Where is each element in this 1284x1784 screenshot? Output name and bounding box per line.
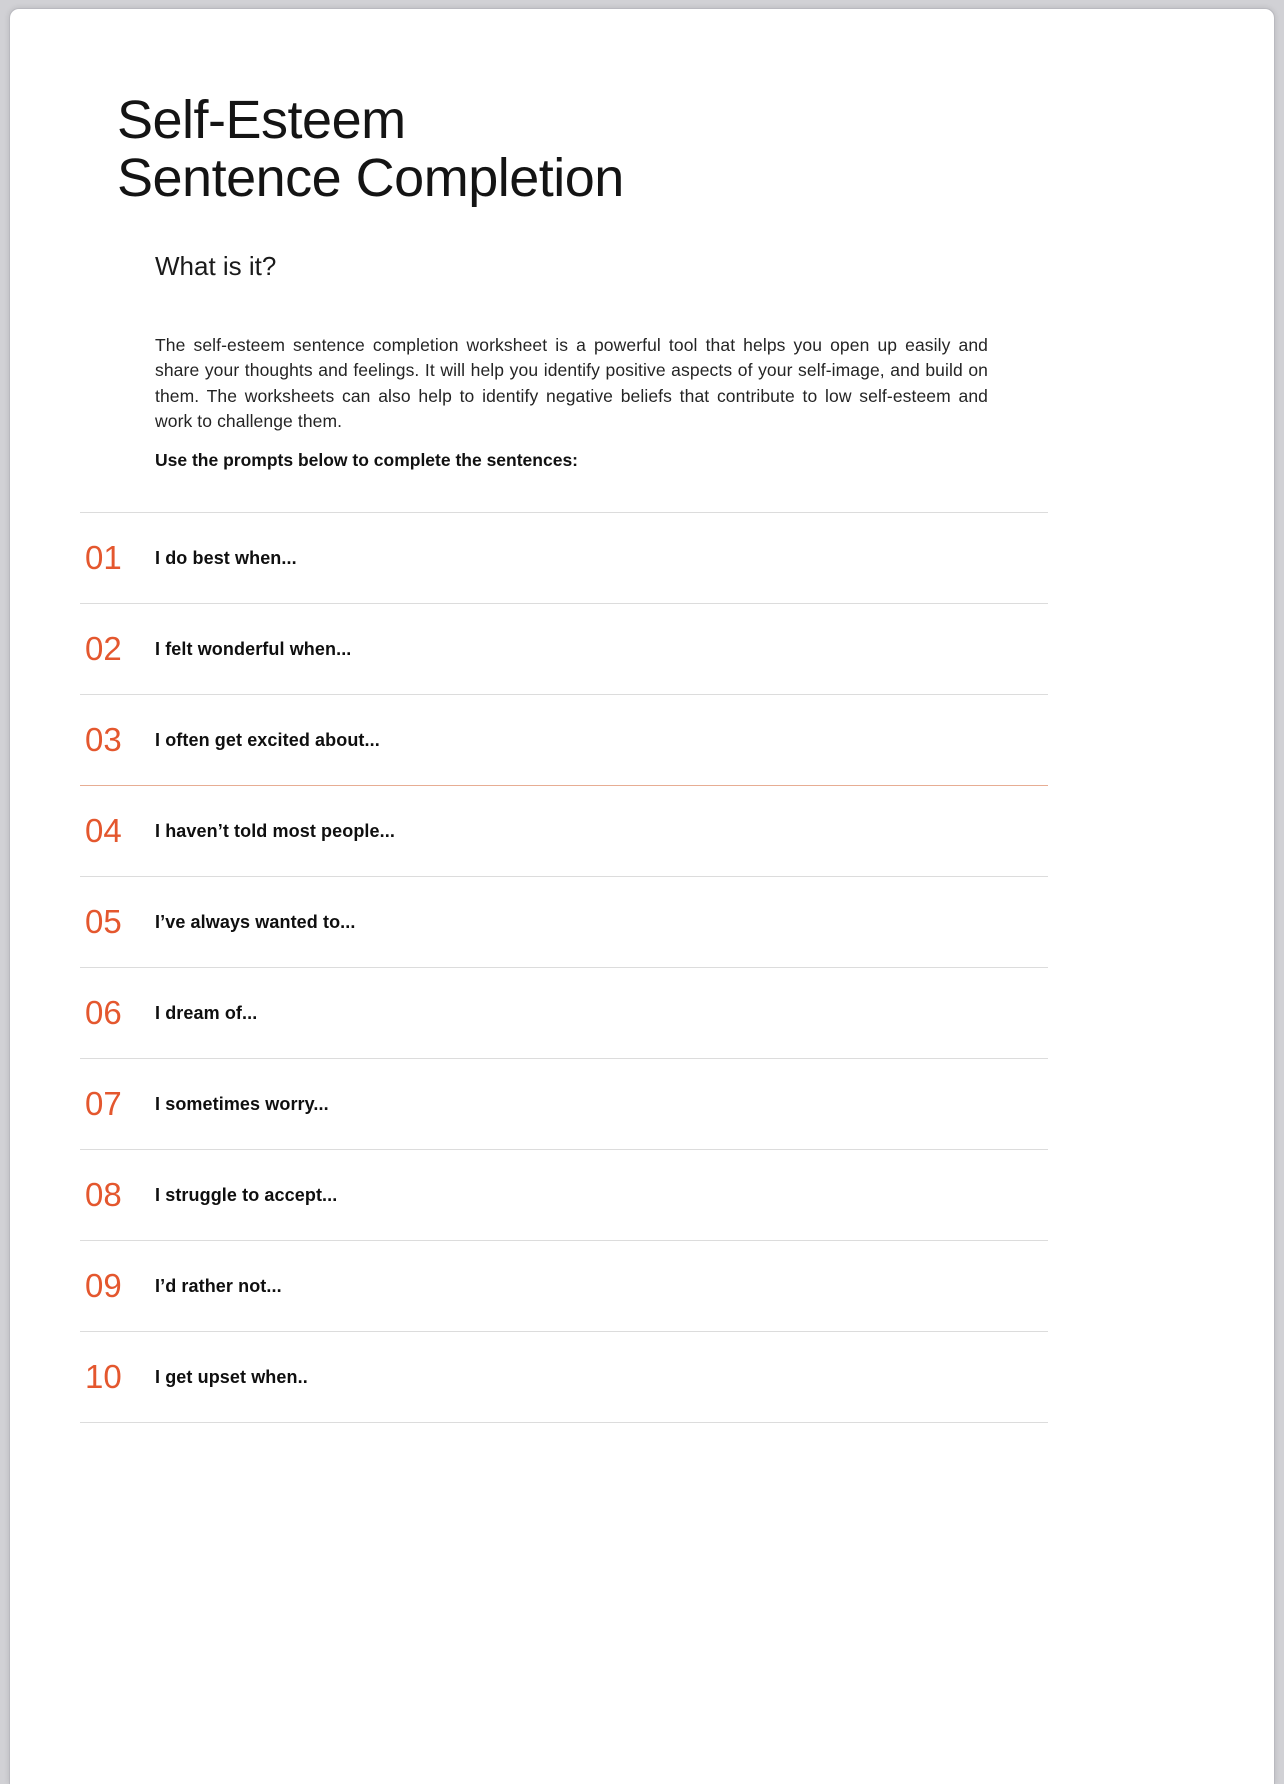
prompt-number: 09 bbox=[85, 1267, 122, 1304]
prompt-number: 03 bbox=[85, 721, 122, 758]
prompt-number: 06 bbox=[85, 994, 122, 1031]
prompt-number: 10 bbox=[85, 1358, 122, 1395]
prompt-text: I do best when... bbox=[155, 547, 297, 568]
prompt-text: I’d rather not... bbox=[155, 1275, 282, 1296]
prompt-number: 08 bbox=[85, 1176, 122, 1213]
prompt-text: I dream of... bbox=[155, 1002, 258, 1023]
prompt-text: I haven’t told most people... bbox=[155, 820, 395, 841]
prompt-row bbox=[80, 1331, 1048, 1422]
prompt-row bbox=[80, 512, 1048, 603]
prompt-text: I sometimes worry... bbox=[155, 1093, 329, 1114]
prompt-row bbox=[80, 694, 1048, 785]
page-title bbox=[117, 91, 624, 207]
prompt-row bbox=[80, 1240, 1048, 1331]
prompt-row bbox=[80, 967, 1048, 1058]
prompt-number: 01 bbox=[85, 539, 122, 576]
prompt-row bbox=[80, 1149, 1048, 1240]
prompt-number: 07 bbox=[85, 1085, 122, 1122]
page-title-line-2: Sentence Completion bbox=[117, 148, 624, 208]
prompt-row bbox=[80, 1058, 1048, 1149]
instruction-text: Use the prompts below to complete the sentences: bbox=[155, 450, 578, 470]
prompt-number: 04 bbox=[85, 812, 122, 849]
prompt-number: 02 bbox=[85, 630, 122, 667]
prompt-row bbox=[80, 785, 1048, 876]
worksheet-page bbox=[9, 8, 1275, 1784]
prompt-row bbox=[80, 876, 1048, 967]
prompt-text: I often get excited about... bbox=[155, 729, 380, 750]
section-description: The self-esteem sentence completion worksheet is a powerful tool that helps you open up easily and share your thoughts and feelings. It will help you identify positive aspects of your self-image, and build on them. The worksheets can also help to identify negative beliefs that contribute to low self-esteem and work to challenge them. bbox=[155, 334, 988, 431]
prompt-text: I’ve always wanted to... bbox=[155, 911, 356, 932]
prompt-number: 05 bbox=[85, 903, 122, 940]
prompt-text: I get upset when.. bbox=[155, 1366, 308, 1387]
page-title-line-1: Self-Esteem bbox=[117, 90, 406, 150]
prompt-row bbox=[80, 603, 1048, 694]
prompt-text: I struggle to accept... bbox=[155, 1184, 338, 1205]
prompt-list bbox=[80, 512, 1048, 1423]
prompt-text: I felt wonderful when... bbox=[155, 638, 352, 659]
section-heading: What is it? bbox=[155, 251, 277, 281]
